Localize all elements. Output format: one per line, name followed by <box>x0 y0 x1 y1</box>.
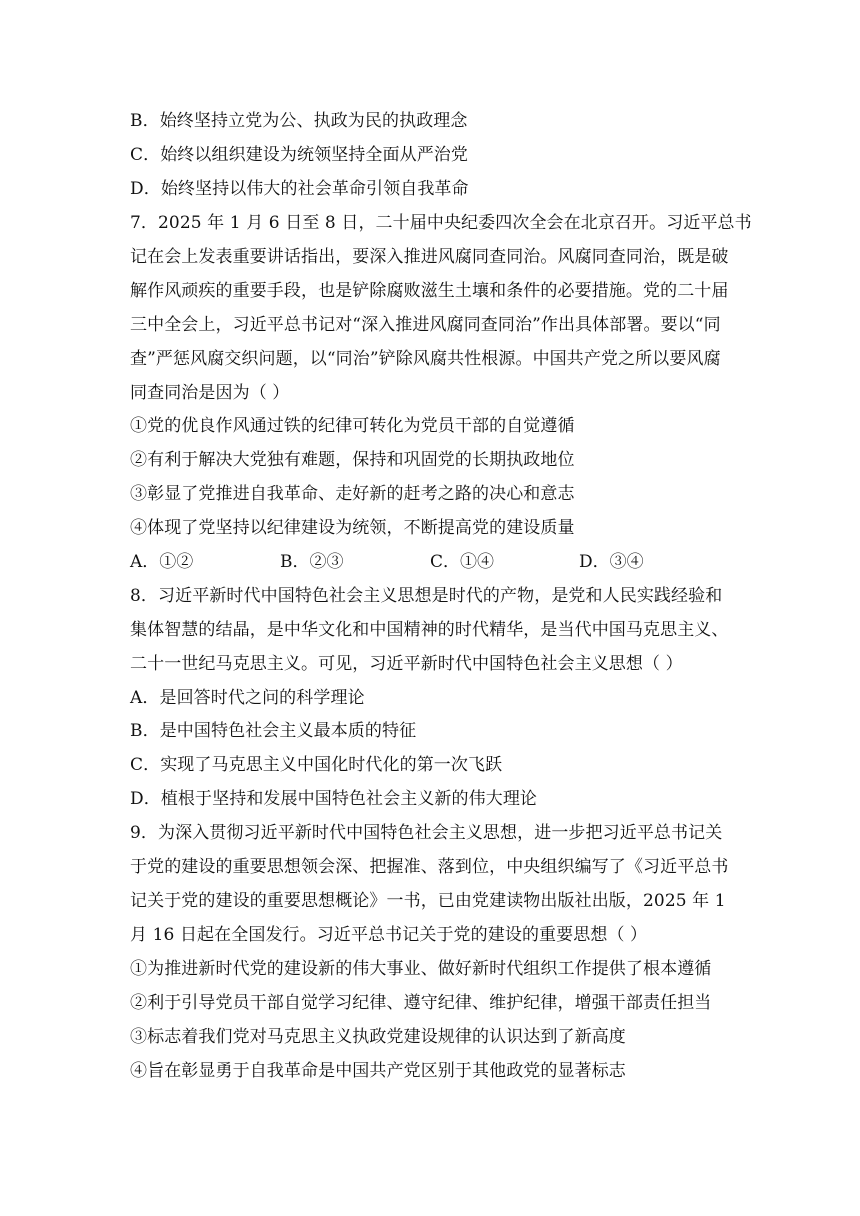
q6-option-d: D．始终坚持以伟大的社会革命引领自我革命 <box>130 179 469 199</box>
q9-statement-3: ③标志着我们党对马克思主义执政党建设规律的认识达到了新高度 <box>130 1027 626 1047</box>
q6-option-b: B．始终坚持立党为公、执政为民的执政理念 <box>130 111 468 131</box>
q9-statement-4: ④旨在彰显勇于自我革命是中国共产党区别于其他政党的显著标志 <box>130 1061 626 1081</box>
q8-option-a: A．是回答时代之问的科学理论 <box>130 688 365 708</box>
q9-stem-line: 月 16 日起在全国发行。习近平总书记关于党的建设的重要思想（ ） <box>130 925 648 945</box>
q8-stem-line: 8．习近平新时代中国特色社会主义思想是时代的产物，是党和人民实践经验和 <box>130 586 723 606</box>
q8-stem-line: 二十一世纪马克思主义。可见，习近平新时代中国特色社会主义思想（ ） <box>130 654 683 674</box>
q7-choice-c: C．①④ <box>430 552 495 572</box>
q7-statement-2: ②有利于解决大党独有难题，保持和巩固党的长期执政地位 <box>130 450 575 470</box>
q7-choices <box>130 550 740 574</box>
q7-stem-line: 查”严惩风腐交织问题，以“同治”铲除风腐共性根源。中国共产党之所以要风腐 <box>130 349 721 369</box>
q8-option-d: D．植根于坚持和发展中国特色社会主义新的伟大理论 <box>130 789 538 809</box>
q8-option-c: C．实现了马克思主义中国化时代化的第一次飞跃 <box>130 755 503 775</box>
q6-option-c: C．始终以组织建设为统领坚持全面从严治党 <box>130 145 469 165</box>
q7-stem-line: 解作风顽疾的重要手段，也是铲除腐败滋生土壤和条件的必要措施。党的二十届 <box>130 281 729 301</box>
q8-option-b: B．是中国特色社会主义最本质的特征 <box>130 721 417 741</box>
q7-stem-line: 三中全会上，习近平总书记对“深入推进风腐同查同治”作出具体部署。要以“同 <box>130 315 721 335</box>
q7-choice-d: D．③④ <box>579 552 644 572</box>
q8-stem-line: 集体智慧的结晶，是中华文化和中国精神的时代精华，是当代中国马克思主义、 <box>130 620 729 640</box>
q9-statement-1: ①为推进新时代党的建设新的伟大事业、做好新时代组织工作提供了根本遵循 <box>130 959 712 979</box>
q7-choice-a: A．①② <box>130 552 194 572</box>
q9-stem-line: 9．为深入贯彻习近平新时代中国特色社会主义思想，进一步把习近平总书记关 <box>130 823 723 843</box>
q9-stem-line: 记关于党的建设的重要思想概论》一书，已由党建读物出版社出版，2025 年 1 <box>130 891 726 911</box>
q7-choice-b: B．②③ <box>280 552 344 572</box>
q7-stem-line: 同查同治是因为（ ） <box>130 383 290 403</box>
q7-stem-line: 记在会上发表重要讲话指出，要深入推进风腐同查同治。风腐同查同治，既是破 <box>130 247 729 267</box>
q9-stem-line: 于党的建设的重要思想领会深、把握准、落到位，中央组织编写了《习近平总书 <box>130 857 729 877</box>
q7-statement-1: ①党的优良作风通过铁的纪律可转化为党员干部的自觉遵循 <box>130 416 575 436</box>
q7-statement-3: ③彰显了党推进自我革命、走好新的赶考之路的决心和意志 <box>130 484 575 504</box>
q7-stem-line: 7．2025 年 1 月 6 日至 8 日，二十届中央纪委四次全会在北京召开。习近平总书 <box>130 213 752 233</box>
q9-statement-2: ②利于引导党员干部自觉学习纪律、遵守纪律、维护纪律，增强干部责任担当 <box>130 993 712 1013</box>
q7-statement-4: ④体现了党坚持以纪律建设为统领，不断提高党的建设质量 <box>130 518 575 538</box>
